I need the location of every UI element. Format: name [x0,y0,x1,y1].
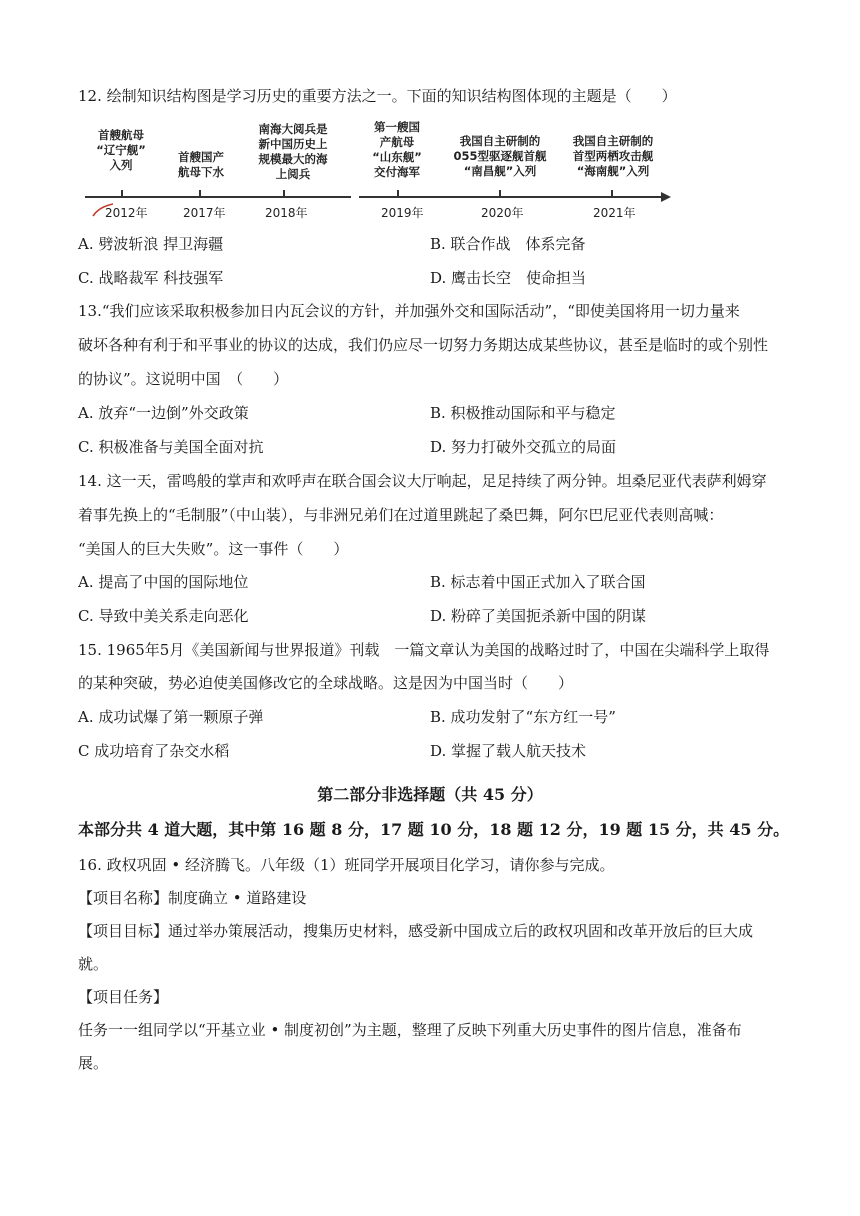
q16-project-goal-line: 就。 [78,955,109,973]
part2-heading: 第二部分非选择题（共 45 分） [317,785,543,804]
timeline-year-label: 2020年 [481,206,524,220]
timeline-event-2018: 南海大阅兵是 新中国历史上 规模最大的海 上阅兵 [258,122,328,181]
q14-option-a[interactable]: A. 提高了中国的国际地位 [78,573,249,591]
q13-stem-line: 13.“我们应该采取积极参加日内瓦会议的方针，并加强外交和国际活动”，“即使美国将用一切力量来 [78,302,740,320]
q12-option-b[interactable]: B. 联合作战 体系完备 [430,235,586,253]
q16-stem: 16. 政权巩固 • 经济腾飞。八年级（1）班同学开展项目化学习，请你参与完成。 [78,856,615,874]
q15-option-d[interactable]: D. 掌握了载人航天技术 [430,742,587,760]
timeline-event-2020: 我国自主研制的 055型驱逐舰首舰 “南昌舰”入列 [453,134,547,178]
q16-task-line: 任务一一组同学以“开基立业 • 制度初创”为主题，整理了反映下列重大历史事件的图片信息，准备布 [78,1021,742,1039]
timeline-year-label: 2019年 [381,206,424,220]
q15-option-c[interactable]: C 成功培育了杂交水稻 [78,742,230,760]
q12-option-a[interactable]: A. 劈波斩浪 捍卫海疆 [78,235,224,253]
timeline-tick [499,190,501,197]
q13-option-c[interactable]: C. 积极准备与美国全面对抗 [78,438,264,456]
q14-stem-line: 着事先换上的“毛制服”（中山装），与非洲兄弟们在过道里跳起了桑巴舞，阿尔巴尼亚代表则高喊： [78,506,724,524]
q14-stem-line: “美国人的巨大失败”。这一事件（ ） [78,540,349,558]
q13-option-d[interactable]: D. 努力打破外交孤立的局面 [430,438,617,456]
q12-stem: 12. 绘制知识结构图是学习历史的重要方法之一。下面的知识结构图体现的主题是（ ） [78,87,677,105]
q15-option-b[interactable]: B. 成功发射了“东方红一号” [430,708,616,726]
timeline-event-2019: 第一艘国 产航母 “山东舰” 交付海军 [372,120,422,179]
q14-option-d[interactable]: D. 粉碎了美国扼杀新中国的阴谋 [430,607,647,625]
part2-intro: 本部分共 4 道大题，其中第 16 题 8 分，17 题 10 分，18 题 12 分，19 题 15 分，共 45 分。 [78,820,790,839]
timeline-event-2021: 我国自主研制的 首型两栖攻击舰 “海南舰”入列 [572,134,654,178]
q12-timeline-diagram [85,118,675,230]
q13-option-b[interactable]: B. 积极推动国际和平与稳定 [430,404,616,422]
timeline-tick [611,190,613,197]
timeline-arrow-head [661,192,671,202]
q15-stem-line: 的某种突破，势必迫使美国修改它的全球战略。这是因为中国当时（ ） [78,674,574,692]
q13-stem-line: 的协议”。这说明中国 （ ） [78,370,289,388]
q15-option-a[interactable]: A. 成功试爆了第一颗原子弹 [78,708,264,726]
red-pen-check-icon [91,202,117,220]
timeline-year-label: 2017年 [183,206,226,220]
q14-option-c[interactable]: C. 导致中美关系走向恶化 [78,607,249,625]
timeline-tick [397,190,399,197]
q15-stem-line: 15. 1965年5月《美国新闻与世界报道》刊载 一篇文章认为美国的战略过时了，中国在尖端科学上取得 [78,641,770,659]
q14-stem-line: 14. 这一天，雷鸣般的掌声和欢呼声在联合国会议大厅响起，足足持续了两分钟。坦桑尼亚代表萨利姆穿 [78,472,767,490]
timeline-tick [121,190,123,197]
timeline-year-label: 2012年 [105,206,148,220]
timeline-year-label: 2018年 [265,206,308,220]
q16-project-task-heading: 【项目任务】 [78,988,169,1006]
timeline-tick [283,190,285,197]
timeline-axis [85,196,665,198]
timeline-event-2017: 首艘国产 航母下水 [178,150,224,179]
q12-option-d[interactable]: D. 鹰击长空 使命担当 [430,269,587,287]
q16-task-line: 展。 [78,1054,109,1072]
q16-project-name: 【项目名称】制度确立 • 道路建设 [78,889,307,907]
q13-stem-line: 破坏各种有利于和平事业的协议的达成，我们仍应尽一切努力务期达成某些协议，甚至是临时的或个别性 [78,336,769,354]
timeline-tick [199,190,201,197]
timeline-event-2012: 首艘航母 “辽宁舰” 入列 [96,128,146,172]
q14-option-b[interactable]: B. 标志着中国正式加入了联合国 [430,573,646,591]
q16-project-goal-line: 【项目目标】通过举办策展活动，搜集历史材料，感受新中国成立后的政权巩固和改革开放后的巨大成 [78,922,754,940]
q12-option-c[interactable]: C. 战略裁军 科技强军 [78,269,224,287]
timeline-axis-break [351,191,359,203]
q13-option-a[interactable]: A. 放弃“一边倒”外交政策 [78,404,249,422]
timeline-year-label: 2021年 [593,206,636,220]
